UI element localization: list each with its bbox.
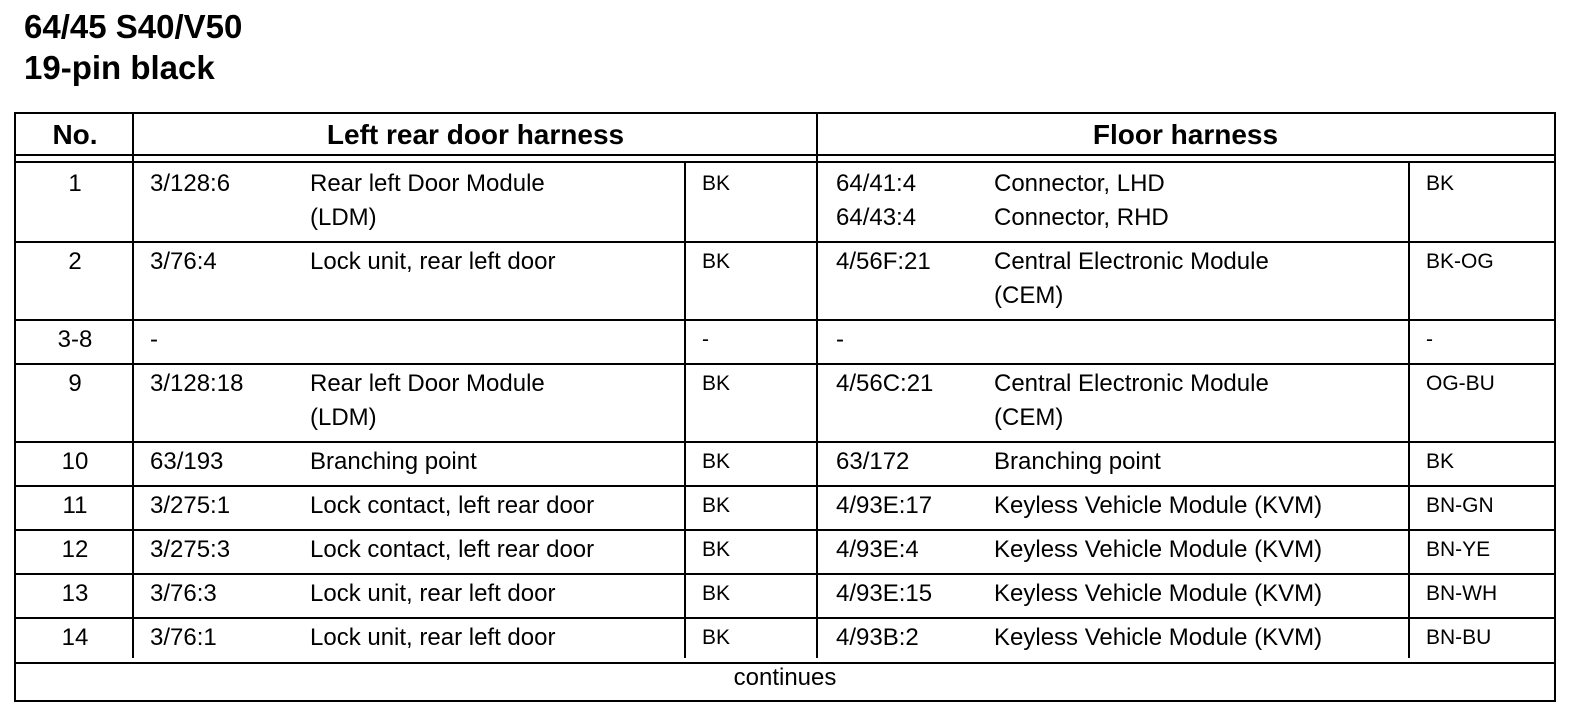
floor-connector-code: 4/93E:15	[836, 580, 933, 607]
table-row	[16, 165, 1554, 243]
pin-number: 9	[68, 370, 82, 397]
table-row	[16, 321, 1554, 365]
floor-connector-code: 4/56C:21	[836, 370, 934, 397]
left-wire-color: BK	[702, 172, 731, 195]
floor-component: Connector, LHD	[994, 170, 1165, 197]
pin-number: 10	[61, 448, 89, 475]
left-connector-code: 3/275:1	[150, 492, 231, 519]
left-component: Branching point	[310, 448, 477, 475]
floor-component: Keyless Vehicle Module (KVM)	[994, 580, 1323, 607]
pin-number: 13	[61, 580, 89, 607]
left-component: Rear left Door Module	[310, 170, 545, 197]
floor-component-line2: (CEM)	[994, 404, 1064, 431]
left-connector-code: 3/275:3	[150, 536, 231, 563]
left-wire-color: BK	[702, 450, 731, 473]
floor-component-line2: Connector, RHD	[994, 204, 1169, 231]
floor-component: Central Electronic Module	[994, 370, 1269, 397]
pin-number: 3-8	[57, 326, 93, 353]
left-component: Lock contact, left rear door	[310, 492, 595, 519]
pin-number: 2	[68, 248, 82, 275]
left-component: Lock unit, rear left door	[310, 248, 556, 275]
floor-wire-color: BK	[1426, 450, 1455, 473]
floor-wire-color: BN-YE	[1426, 538, 1491, 561]
left-component: Lock contact, left rear door	[310, 536, 595, 563]
floor-connector-code: 4/93E:4	[836, 536, 919, 563]
page-title-connector: 19-pin black	[24, 49, 215, 86]
left-wire-color: BK	[702, 626, 731, 649]
floor-connector-code: 63/172	[836, 448, 910, 475]
floor-connector-code: 64/41:4	[836, 170, 917, 197]
left-connector-code: 63/193	[150, 448, 224, 475]
floor-component: Branching point	[994, 448, 1161, 475]
header-divider	[16, 156, 1554, 163]
left-connector-code: 3/76:3	[150, 580, 217, 607]
table-row	[16, 443, 1554, 487]
table-row	[16, 365, 1554, 443]
table-row	[16, 575, 1554, 619]
floor-wire-color: BK-OG	[1426, 250, 1494, 273]
floor-wire-color: BN-GN	[1426, 494, 1494, 517]
header-floor-harness: Floor harness	[1092, 119, 1279, 150]
left-wire-color: BK	[702, 582, 731, 605]
left-connector-code: 3/128:6	[150, 170, 231, 197]
left-component: Rear left Door Module	[310, 370, 545, 397]
floor-connector-code: -	[836, 326, 844, 353]
table-row	[16, 243, 1554, 321]
left-wire-color: BK	[702, 372, 731, 395]
floor-wire-color: BK	[1426, 172, 1455, 195]
table-header	[16, 114, 1554, 156]
left-wire-color: BK	[702, 494, 731, 517]
floor-component: Central Electronic Module	[994, 248, 1269, 275]
column-divider	[132, 114, 134, 658]
left-connector-code: 3/76:4	[150, 248, 217, 275]
left-component-line2: (LDM)	[310, 204, 377, 231]
left-wire-color: -	[702, 328, 709, 351]
pin-number: 14	[61, 624, 89, 651]
table-row	[16, 531, 1554, 575]
floor-component-line2: (CEM)	[994, 282, 1064, 309]
page-title-model: 64/45 S40/V50	[24, 8, 243, 45]
floor-component: Keyless Vehicle Module (KVM)	[994, 536, 1323, 563]
left-component-line2: (LDM)	[310, 404, 377, 431]
left-wire-color: BK	[702, 250, 731, 273]
column-divider	[816, 114, 818, 658]
floor-connector-code: 4/93E:17	[836, 492, 933, 519]
header-left-harness: Left rear door harness	[326, 119, 625, 150]
left-connector-code: 3/76:1	[150, 624, 217, 651]
floor-connector-code-line2: 64/43:4	[836, 204, 917, 231]
table-row	[16, 487, 1554, 531]
floor-component: Keyless Vehicle Module (KVM)	[994, 492, 1323, 519]
column-divider	[1408, 163, 1410, 658]
pinout-table	[14, 112, 1556, 702]
table-footer-continues: continues	[733, 664, 837, 691]
left-component: Lock unit, rear left door	[310, 580, 556, 607]
floor-wire-color: BN-WH	[1426, 582, 1498, 605]
floor-wire-color: OG-BU	[1426, 372, 1495, 395]
floor-wire-color: BN-BU	[1426, 626, 1492, 649]
pin-number: 1	[68, 170, 82, 197]
floor-wire-color: -	[1426, 328, 1433, 351]
left-wire-color: BK	[702, 538, 731, 561]
left-connector-code: 3/128:18	[150, 370, 244, 397]
floor-connector-code: 4/56F:21	[836, 248, 931, 275]
pin-number: 12	[61, 536, 89, 563]
header-no: No.	[52, 119, 98, 150]
column-divider	[684, 163, 686, 658]
floor-connector-code: 4/93B:2	[836, 624, 919, 651]
pin-number: 11	[62, 492, 88, 519]
floor-component: Keyless Vehicle Module (KVM)	[994, 624, 1323, 651]
left-connector-code: -	[150, 326, 158, 353]
left-component: Lock unit, rear left door	[310, 624, 556, 651]
